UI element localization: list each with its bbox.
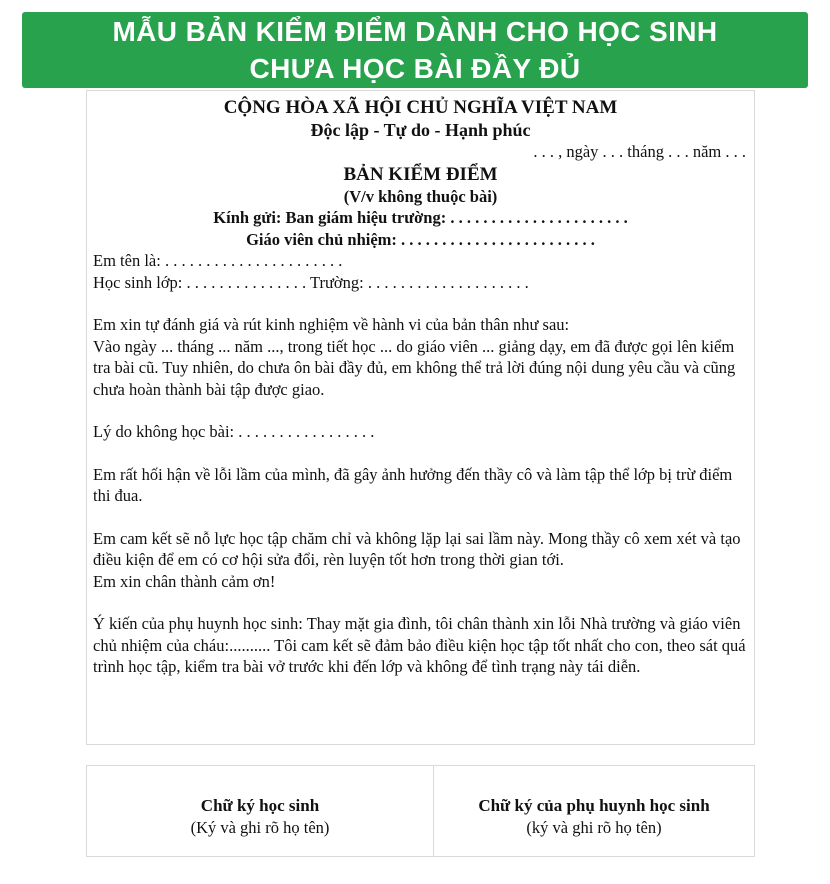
commitment-paragraph: Em cam kết sẽ nỗ lực học tập chăm chỉ và không lặp lại sai lầm này. Mong thầy cô xem xét và tạo điều kiện để em có cơ hội sửa đổi, rèn luyện tốt hơn trong thời gian tới. [93,528,741,569]
student-class-line: Học sinh lớp: . . . . . . . . . . . . . . . Trường: . . . . . . . . . . . . . . . . . . . . [93,272,529,292]
signature-section [86,765,755,857]
parent-signature-title: Chữ ký của phụ huynh học sinh [478,796,710,815]
thanks-line: Em xin chân thành cảm ơn! [93,571,276,591]
recipient-principal-line: Kính gửi: Ban giám hiệu trường: . . . . . . . . . . . . . . . . . . . . . . [213,208,628,227]
parent-opinion-paragraph: Ý kiến của phụ huynh học sinh: Thay mặt gia đình, tôi chân thành xin lỗi Nhà trường và giáo viên chủ nhiệm của cháu:.......... Tôi cam kết sẽ đảm bảo điều kiện học tập tốt nhất cho con, theo sát quá trình học tập, kiểm tra bài vở trước khi đến lớp và không để tình trạng này tái diễn. [93,614,746,676]
banner-title-line-1: MẪU BẢN KIỂM ĐIỂM DÀNH CHO HỌC SINH [112,16,718,47]
reason-line: Lý do không học bài: . . . . . . . . . . . . . . . . . [93,422,375,441]
student-signature-title: Chữ ký học sinh [200,796,320,815]
regret-paragraph: Em rất hối hận về lỗi lầm của mình, đã gây ảnh hưởng đến thầy cô và làm tập thể lớp bị trừ điểm thi đua. [93,464,733,505]
self-assessment-intro: Em xin tự đánh giá và rút kinh nghiệm về hành vi của bản thân như sau: [93,315,570,334]
banner-title-line-2: CHƯA HỌC BÀI ĐẦY ĐỦ [249,53,581,84]
student-signature-cell [87,766,434,856]
student-name-line: Em tên là: . . . . . . . . . . . . . . . . . . . . . . [93,251,343,270]
national-title: CỘNG HÒA XÃ HỘI CHỦ NGHĨA VIỆT NAM [223,97,618,118]
form-subtitle: (V/v không thuộc bài) [343,186,498,206]
parent-signature-cell [434,766,754,856]
document-body [86,90,755,745]
student-signature-note: (Ký và ghi rõ họ tên) [190,818,330,837]
parent-signature-note: (ký và ghi rõ họ tên) [526,818,662,837]
national-motto: Độc lập - Tự do - Hạnh phúc [310,120,531,140]
form-title: BẢN KIỂM ĐIỂM [343,163,498,185]
incident-paragraph: Vào ngày ... tháng ... năm ..., trong tiết học ... do giáo viên ... giảng dạy, em đã được gọi lên kiểm tra bài cũ. Tuy nhiên, do chưa ôn bài đầy đủ, em không thể trả lời đúng nội dung yêu cầu và cũng chưa hoàn thành bài tập được giao. [93,336,736,399]
page-title-banner [22,12,808,88]
date-line: . . . , ngày . . . tháng . . . năm . . . [533,142,746,161]
recipient-teacher-line: Giáo viên chủ nhiệm: . . . . . . . . . . . . . . . . . . . . . . . . [246,229,595,249]
